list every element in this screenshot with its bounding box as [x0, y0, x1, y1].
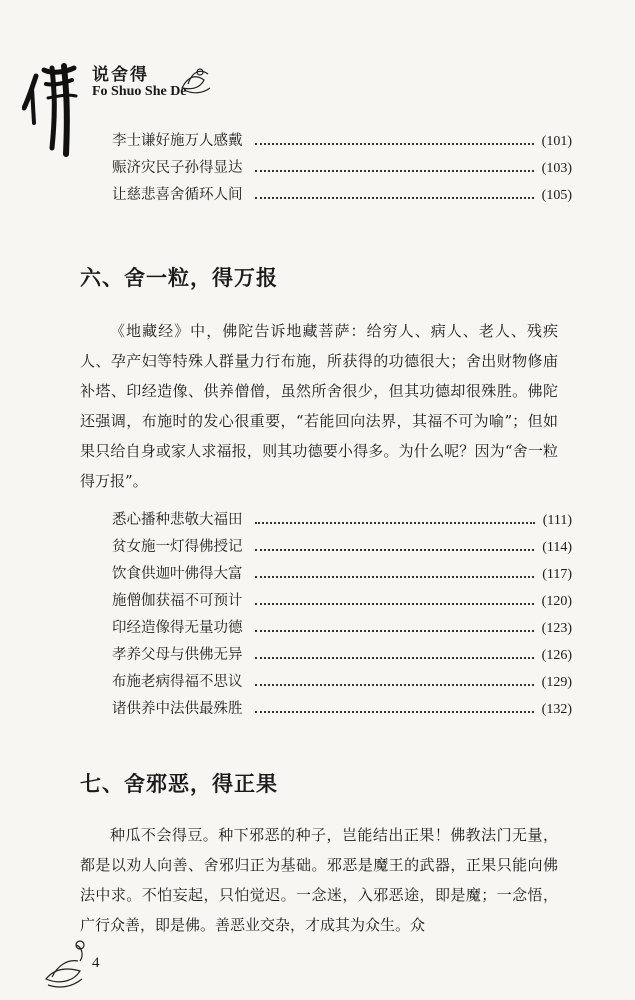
section-7-paragraph: 种瓜不会得豆。种下邪恶的种子，岂能结出正果！佛教法门无量，都是以劝人向善、舍邪归正为基础。邪恶是魔王的武器，正果只能向佛法中求。不怕妄起，只怕觉迟。一念迷，入邪恶途，即是魔；一念悟，广行众善，即是佛。善恶业交杂，才成其为众生。众: [80, 826, 558, 934]
toc-entry-page: (105): [541, 188, 572, 203]
lotus-hand-icon: [40, 935, 100, 995]
footer-ornament: [40, 935, 140, 995]
toc-entry[interactable]: [112, 637, 572, 664]
toc-entry[interactable]: [112, 150, 572, 177]
toc-entry-title: 孝养父母与供佛无异: [112, 647, 243, 663]
section-7-title: 七、舍邪恶，得正果: [80, 771, 278, 796]
toc-entry-page: (120): [541, 594, 572, 609]
toc-entry[interactable]: [112, 529, 572, 556]
toc-entry-title: 贫女施一灯得佛授记: [112, 539, 243, 555]
dot-leader: [255, 576, 535, 578]
toc-entry-page: (114): [542, 540, 572, 555]
toc-entry[interactable]: [112, 691, 572, 718]
toc-entry[interactable]: [112, 664, 572, 691]
dot-leader: [255, 603, 534, 605]
book-title-cn: 说舍得: [92, 65, 149, 85]
toc-entry-title: 印经造像得无量功德: [112, 620, 243, 636]
toc-entry-page: (103): [541, 161, 572, 176]
toc-list-section-6: [112, 502, 572, 718]
dot-leader: [255, 657, 534, 659]
toc-entry-page: (129): [541, 675, 572, 690]
toc-entry-title: 饮食供迦叶佛得大富: [112, 566, 243, 582]
toc-entry[interactable]: [112, 502, 572, 529]
dot-leader: [255, 630, 534, 632]
toc-list-top: [112, 123, 572, 204]
dot-leader: [255, 711, 534, 713]
toc-entry-page: (132): [541, 702, 572, 717]
book-title-en: Fo Shuo She De: [92, 84, 187, 99]
page-number: 4: [92, 955, 100, 971]
dot-leader: [255, 549, 535, 551]
toc-entry-title: 诸供养中法供最殊胜: [112, 701, 243, 717]
toc-entry-page: (126): [541, 648, 572, 663]
toc-entry-page: (117): [542, 567, 572, 582]
toc-entry[interactable]: [112, 556, 572, 583]
dot-leader: [255, 170, 534, 172]
dot-leader: [255, 197, 534, 199]
toc-entry[interactable]: [112, 177, 572, 204]
toc-entry-title: 让慈悲喜舍循环人间: [112, 187, 243, 203]
toc-entry-title: 布施老病得福不思议: [112, 674, 243, 690]
toc-entry-title: 悉心播种悲敬大福田: [112, 512, 243, 528]
toc-entry-page: (111): [542, 513, 572, 528]
section-6-title: 六、舍一粒，得万报: [80, 265, 278, 290]
section-6-paragraph: 《地藏经》中，佛陀告诉地藏菩萨：给穷人、病人、老人、残疾人、孕产妇等特殊人群量力行布施，所获得的功德很大；舍出财物修庙补塔、印经造像、供养僧僧，虽然所舍很少，但其功德却很殊胜。佛陀还强调，布施时的发心很重要，“若能回向法界，其福不可为喻”；但如果只给自身或家人求福报，则其功德要小得多。为什么呢？因为“舍一粒得万报”。: [80, 322, 558, 490]
dot-leader: [255, 143, 534, 145]
toc-entry[interactable]: [112, 610, 572, 637]
dot-leader: [255, 684, 534, 686]
toc-entry-title: 赈济灾民子孙得显达: [112, 160, 243, 176]
toc-entry[interactable]: [112, 583, 572, 610]
toc-entry-page: (123): [541, 621, 572, 636]
toc-entry-title: 施僧伽获福不可预计: [112, 593, 243, 609]
toc-entry-page: (101): [541, 134, 572, 149]
dot-leader: [255, 522, 535, 524]
toc-entry-title: 李士谦好施万人感戴: [112, 133, 243, 149]
toc-entry[interactable]: [112, 123, 572, 150]
